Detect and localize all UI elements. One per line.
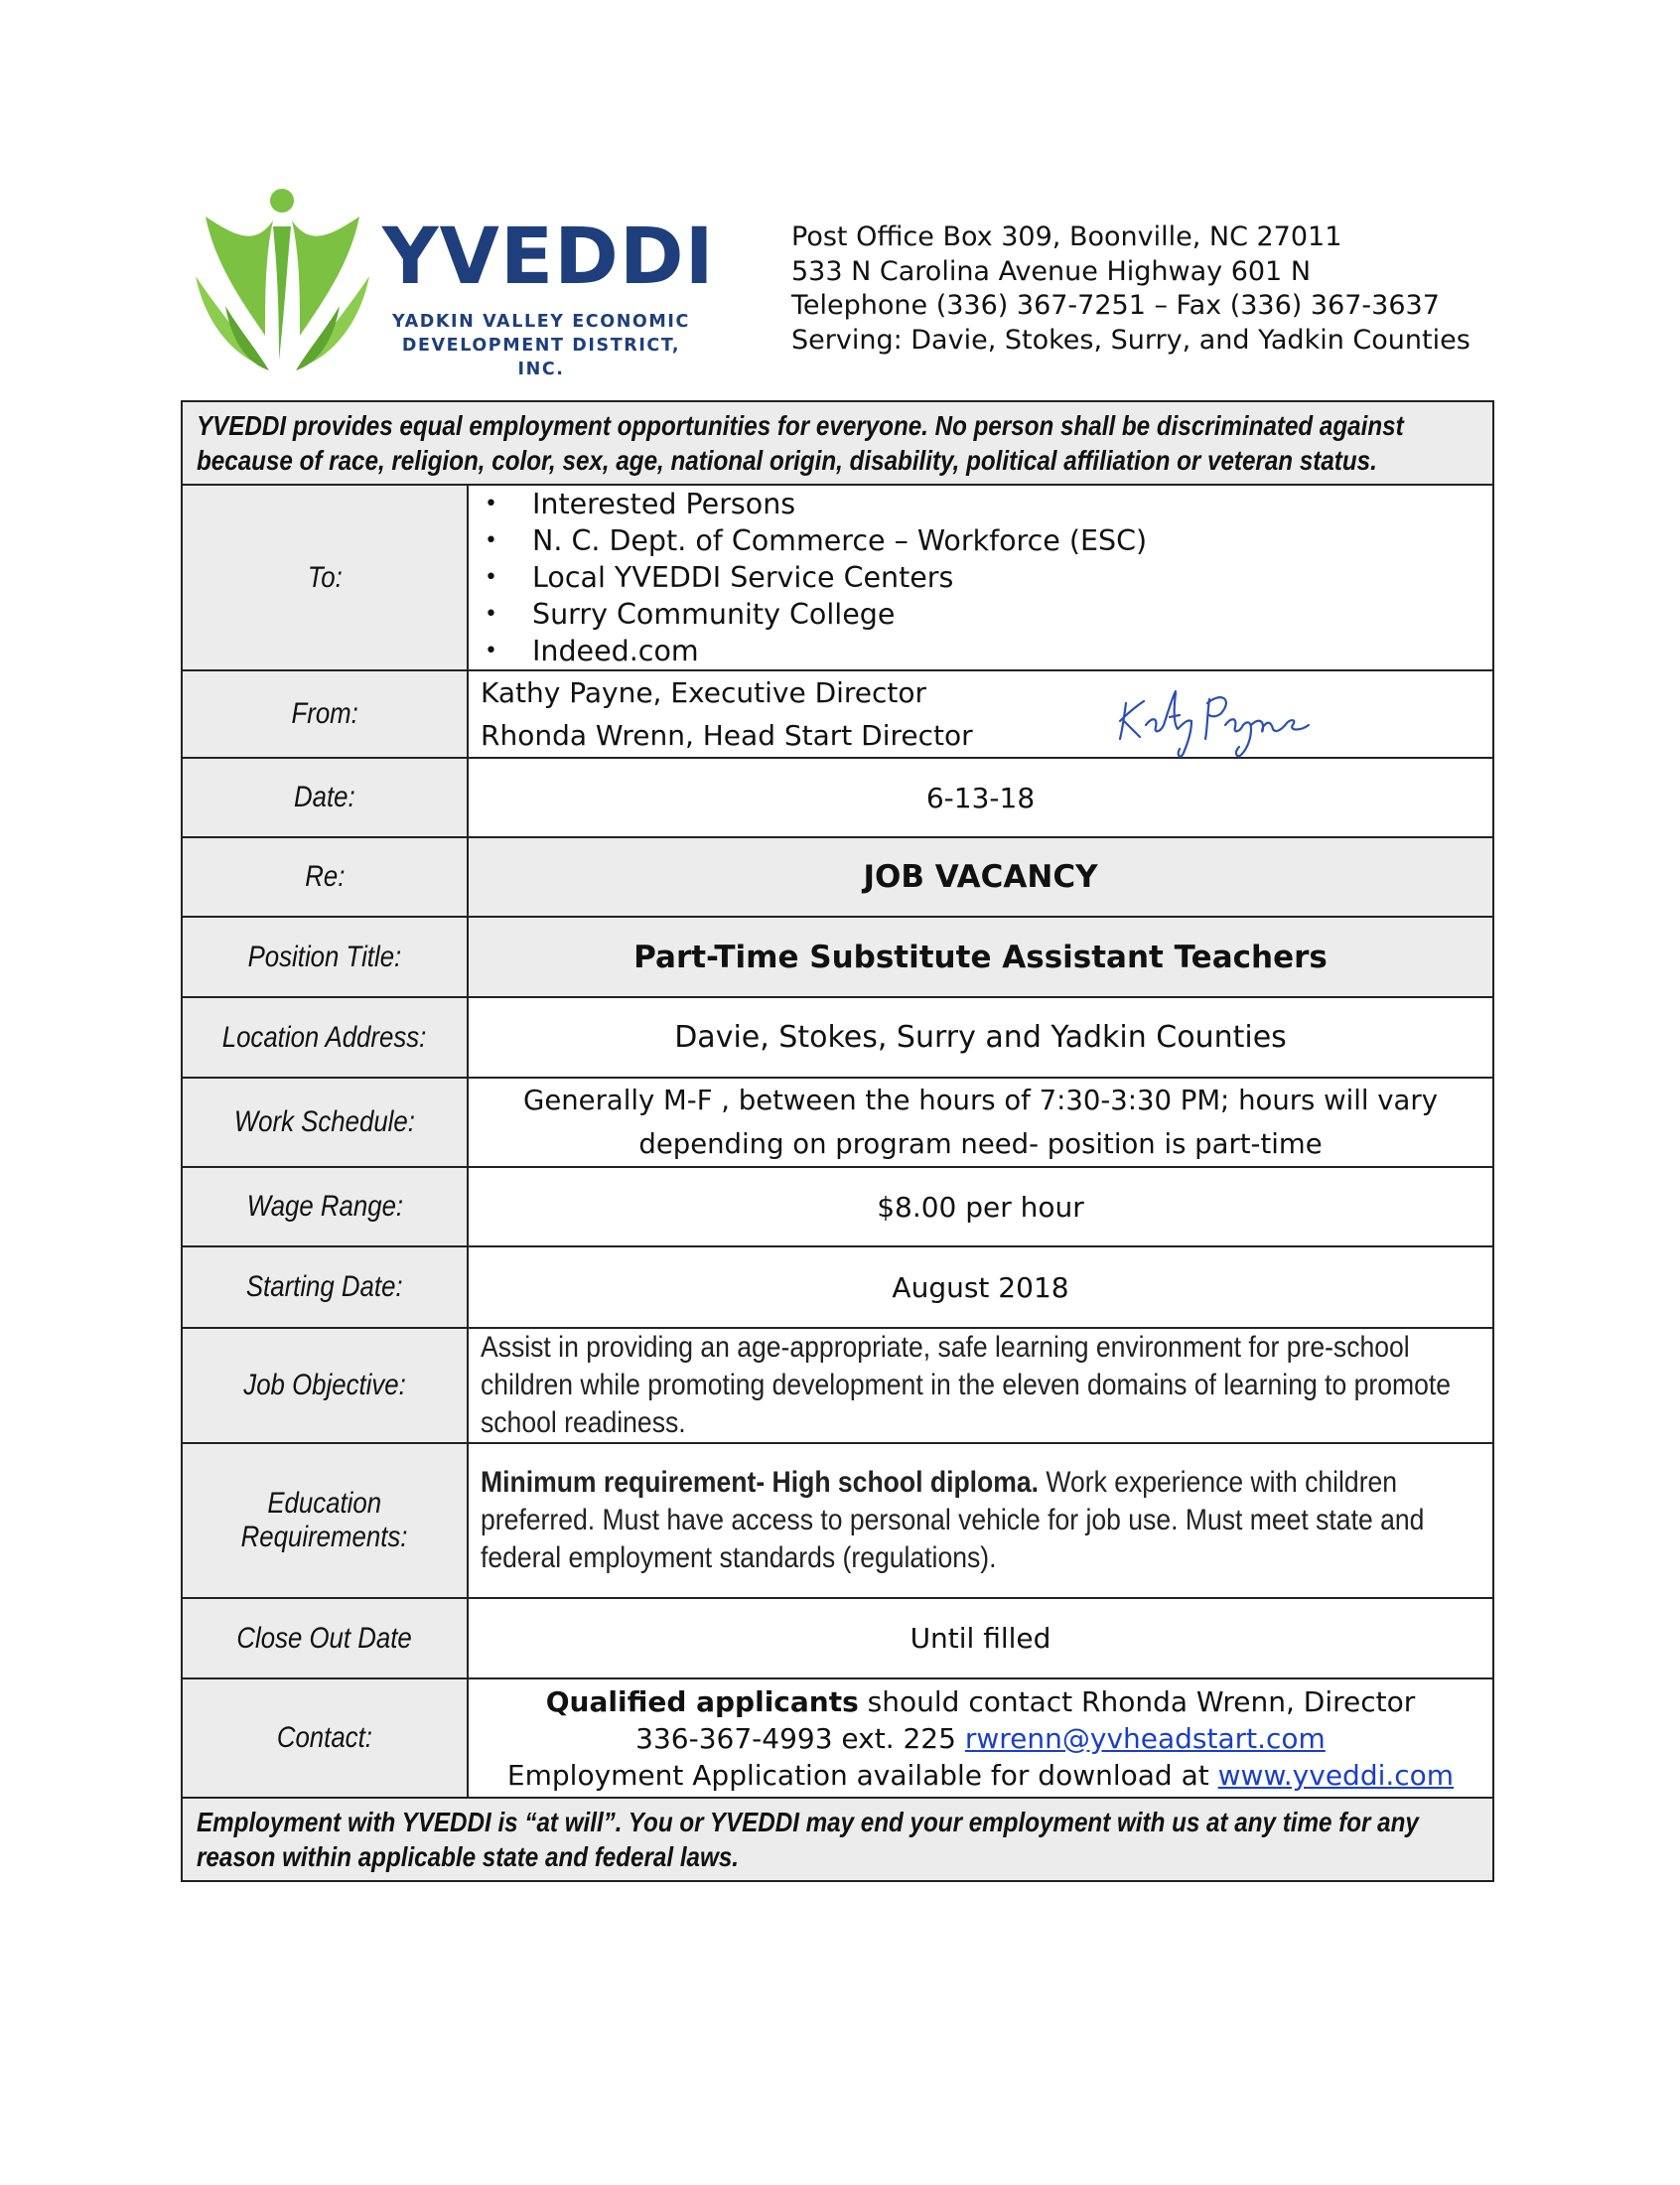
from-line: Kathy Payne, Executive Director — [481, 676, 927, 709]
education-label: Education Requirements: — [182, 1443, 468, 1598]
education-value: Minimum requirement- High school diploma. Work experience with children preferred. Must have access to personal vehicle for job use. Must meet state and federal employment standards (regulations). — [468, 1443, 1493, 1598]
date-value: 6-13-18 — [468, 758, 1493, 837]
address-line: 533 N Carolina Avenue Highway 601 N — [791, 255, 1312, 287]
recipient-list — [469, 486, 1492, 669]
signature-image — [1112, 673, 1330, 763]
wage-label: Wage Range: — [182, 1167, 468, 1246]
start-value: August 2018 — [468, 1246, 1493, 1328]
from-value — [468, 670, 1493, 758]
website-link[interactable]: www.yveddi.com — [1217, 1758, 1455, 1792]
at-will-statement: Employment with YVEDDI is “at will”. You or YVEDDI may end your employment with us at any time for any reason within applicable state and federal laws. — [182, 1798, 1493, 1881]
email-link[interactable]: rwrenn@yvheadstart.com — [964, 1721, 1326, 1755]
address-line: Serving: Davie, Stokes, Surry, and Yadkin Counties — [791, 324, 1470, 356]
yveddi-logo — [196, 187, 715, 379]
logo-subtitle: YADKIN VALLEY ECONOMIC DEVELOPMENT DISTRICT, INC. — [392, 312, 690, 379]
re-label: Re: — [182, 837, 468, 917]
date-label: Date: — [182, 758, 468, 837]
list-item: • Local YVEDDI Service Centers — [469, 559, 1492, 596]
from-line: Rhonda Wrenn, Head Start Director — [481, 719, 973, 752]
list-item: • N. C. Dept. of Commerce – Workforce (ESC) — [469, 522, 1492, 559]
contact-label: Contact: — [182, 1678, 468, 1798]
to-value — [468, 485, 1493, 670]
list-item: • Surry Community College — [469, 596, 1492, 633]
from-label: From: — [182, 670, 468, 758]
to-label: To: — [182, 485, 468, 670]
list-item: • Indeed.com — [469, 633, 1492, 669]
job-vacancy-table — [181, 400, 1494, 1882]
re-value: JOB VACANCY — [468, 837, 1493, 917]
schedule-value: Generally M-F , between the hours of 7:30-3:30 PM; hours will vary depending on program need- position is part-time — [468, 1078, 1493, 1167]
logo-figure-icon — [196, 187, 374, 375]
logo-wordmark: YVEDDI — [382, 213, 715, 302]
wage-value: $8.00 per hour — [468, 1167, 1493, 1246]
address-line: Post Office Box 309, Boonville, NC 27011 — [791, 221, 1342, 252]
location-value: Davie, Stokes, Surry and Yadkin Counties — [468, 997, 1493, 1078]
list-item: • Interested Persons — [469, 486, 1492, 522]
position-value: Part-Time Substitute Assistant Teachers — [468, 917, 1493, 997]
contact-value: Qualified applicants should contact Rhonda Wrenn, Director 336-367-4993 ext. 225 rwrenn@yvheadstart.com Employment Application available for download at www.yveddi.com — [468, 1678, 1493, 1798]
objective-value: Assist in providing an age-appropriate, safe learning environment for pre-school children while promoting development in the eleven domains of learning to promote school readiness. — [468, 1328, 1493, 1443]
eeo-statement: YVEDDI provides equal employment opportunities for everyone. No person shall be discriminated against because of race, religion, color, sex, age, national origin, disability, political affiliation or veteran status. — [182, 401, 1493, 485]
address-block — [791, 220, 1470, 358]
start-label: Starting Date: — [182, 1246, 468, 1328]
schedule-label: Work Schedule: — [182, 1078, 468, 1167]
close-label: Close Out Date — [182, 1598, 468, 1678]
address-line: Telephone (336) 367-7251 – Fax (336) 367-3637 — [791, 290, 1440, 321]
location-label: Location Address: — [182, 997, 468, 1078]
objective-label: Job Objective: — [182, 1328, 468, 1443]
close-value: Until filled — [468, 1598, 1493, 1678]
position-label: Position Title: — [182, 917, 468, 997]
